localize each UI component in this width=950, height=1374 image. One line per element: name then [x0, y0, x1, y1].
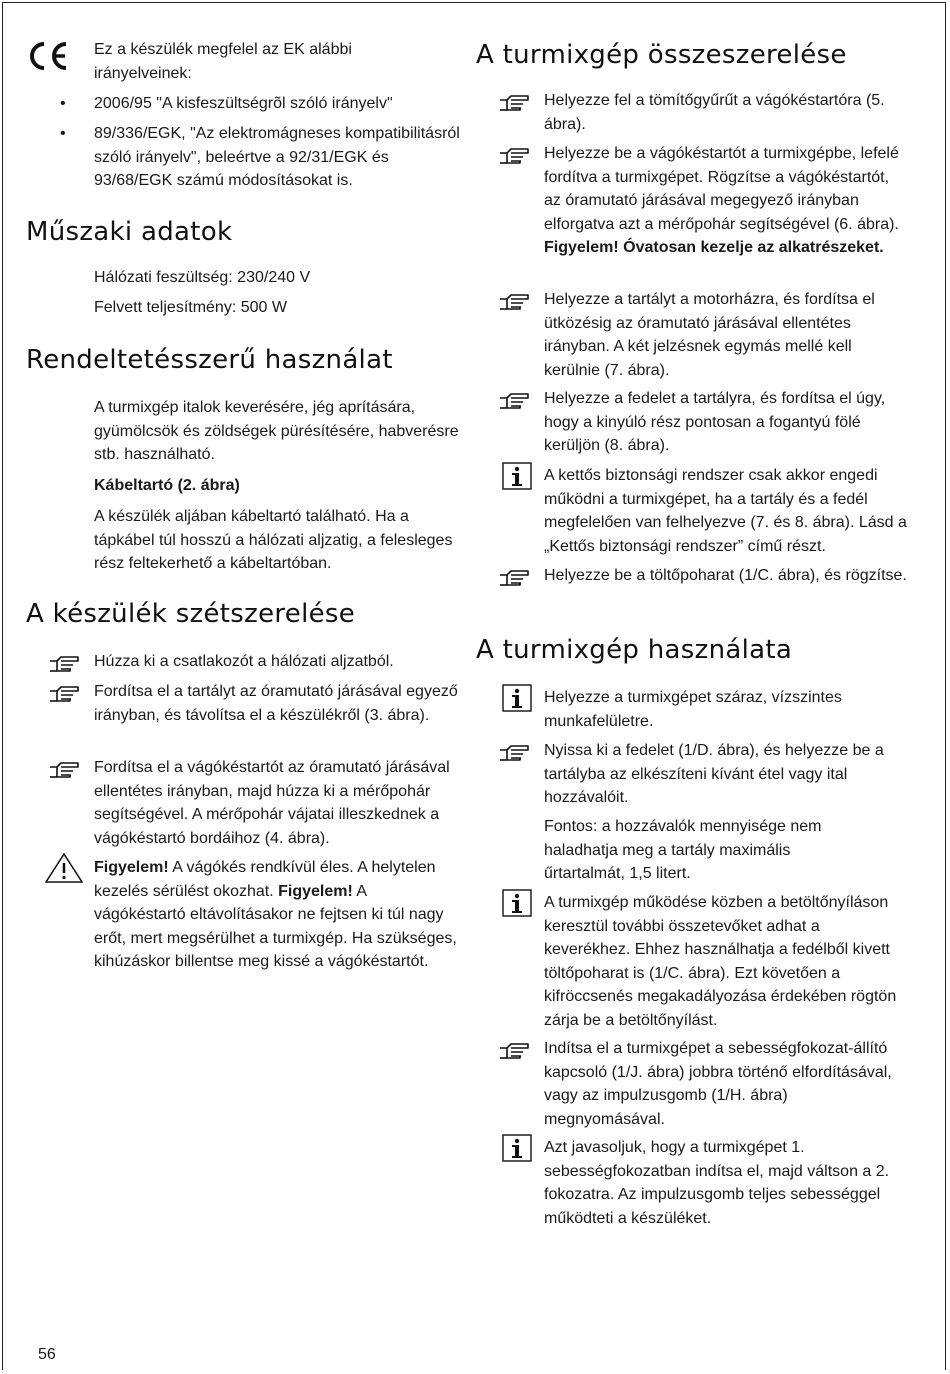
step-text: Helyezze be a vágókéstartót a turmixgépbe, lefelé fordítva a turmixgépet. Rögzítse a vágókéstartót, az óramutató járásával megegyező irányban elforgatva azt a mérőpohár segítségével (6. ábra). — [544, 145, 899, 233]
pointing-hand-icon — [48, 653, 82, 675]
pointing-hand-icon — [498, 1040, 532, 1062]
list-item — [476, 142, 908, 260]
step-text: Indítsa el a turmixgépet a sebességfokozat-állító kapcsoló (1/J. ábra) jobbra történő elfordításával, vagy az impulzusgomb (1/H. ábra) megnyomásával. — [544, 1040, 892, 1128]
ce-bullet-text: 89/336/EGK, "Az elektromágneses kompatibilitásról szóló irányelv", beleértve a 92/31/EGK és 93/68/EGK számú módosításokat is. — [94, 125, 460, 189]
step-text: Helyezze a fedelet a tartályra, és fordítsa el úgy, hogy a kinyúló rész pontosan a fogantyú fölé kerüljön (8. ábra). — [544, 390, 886, 454]
list-item — [476, 1037, 908, 1131]
ce-bullet-text: 2006/95 "A kisfeszültségrõl szóló irányelv" — [94, 95, 393, 112]
step-text: Helyezze a tartályt a motorházra, és fordítsa el ütközésig az óramutató járásával ellentétes irányban. A két jelzésnek egymás mellé kell kerülnie (7. ábra). — [544, 291, 875, 379]
warning-item — [26, 856, 462, 974]
cable-text: A készülék aljában kábeltartó található. Ha a tápkábel túl hosszú a hálózati aljzatig, a felesleges rész feltekerhető a kábeltartóban. — [94, 508, 453, 572]
info-icon — [502, 462, 532, 490]
tech-voltage: Hálózati feszültség: 230/240 V — [94, 269, 311, 286]
step-bold-text: Figyelem! Óvatosan kezelje az alkatrészeket. — [544, 239, 884, 256]
list-item — [26, 650, 462, 674]
assembly-heading: A turmixgép összeszerelése — [476, 40, 847, 70]
warning-triangle-icon — [44, 852, 84, 884]
tech-heading: Műszaki adatok — [26, 217, 233, 247]
list-item — [476, 739, 908, 810]
list-item — [476, 288, 908, 382]
list-item — [26, 122, 462, 193]
list-item — [476, 89, 908, 136]
page-number: 56 — [38, 1346, 56, 1363]
pointing-hand-icon — [48, 683, 82, 705]
pointing-hand-icon — [498, 145, 532, 167]
pointing-hand-icon — [498, 92, 532, 114]
step-text: Helyezze be a töltőpoharat (1/C. ábra), és rögzítse. — [544, 567, 907, 584]
warning-text: A vágókéstartó eltávolításakor ne fejtsen ki túl nagy erőt, mert megsérülhet a turmixgép. Ha szükséges, kihúzáskor billentse meg kissé a vágókéstartót. — [94, 882, 457, 970]
info-item — [476, 464, 908, 558]
tech-power: Felvett teljesítmény: 500 W — [94, 299, 287, 316]
bullet-icon: • — [60, 125, 66, 142]
usage-note: Fontos: a hozzávalók mennyisége nem haladhatja meg a tartály maximális űrtartalmát, 1,5 litert. — [544, 818, 822, 882]
list-item — [476, 387, 908, 458]
pointing-hand-icon — [498, 291, 532, 313]
step-text: Nyissa ki a fedelet (1/D. ábra), és helyezze be a tartályba az elkészíteni kívánt étel vagy ital hozzávalóit. — [544, 742, 884, 806]
intended-text: A turmixgép italok keverésére, jég aprítására, gyümölcsök és zöldségek pürésítésére, habverésre stb. használható. — [94, 399, 459, 463]
cable-heading: Kábeltartó (2. ábra) — [94, 477, 240, 494]
step-text: Húzza ki a csatlakozót a hálózati aljzatból. — [94, 653, 394, 670]
pointing-hand-icon — [498, 567, 532, 589]
step-text: Helyezze fel a tömítőgyűrűt a vágókéstartóra (5. ábra). — [544, 92, 885, 133]
info-item — [476, 686, 908, 733]
pointing-hand-icon — [498, 742, 532, 764]
info-item — [476, 891, 908, 1032]
list-item — [26, 756, 462, 850]
list-item — [476, 564, 908, 588]
step-text: Fordítsa el a vágókéstartót az óramutató járásával ellentétes irányban, majd húzza ki a mérőpohár segítségével. A mérőpohár vájatai illeszkednek a vágókéstartó bordáihoz (4. ábra). — [94, 759, 450, 847]
info-text: Helyezze a turmixgépet száraz, vízszintes munkafelületre. — [544, 689, 842, 730]
usage-heading: A turmixgép használata — [476, 635, 793, 665]
pointing-hand-icon — [48, 759, 82, 781]
bullet-icon: • — [60, 95, 66, 112]
info-item — [476, 1136, 908, 1230]
ce-intro: Ez a készülék megfelel az EK alábbi irányelveinek: — [94, 41, 352, 82]
warning-label: Figyelem! — [278, 882, 353, 900]
disassembly-heading: A készülék szétszerelése — [26, 599, 356, 629]
info-text: A kettős biztonsági rendszer csak akkor engedi működni a turmixgépet, ha a tartály és a fedél megfelelően van felhelyezve (7. és 8. ábra). Lásd a „Kettős biztonsági rendszer” című részt. — [544, 467, 907, 555]
list-item — [26, 680, 462, 727]
step-text: Fordítsa el a tartályt az óramutató járásával egyező irányban, és távolítsa el a készülékről (3. ábra). — [94, 683, 458, 724]
info-icon — [502, 1134, 532, 1162]
pointing-hand-icon — [498, 390, 532, 412]
info-text: Azt javasoljuk, hogy a turmixgépet 1. sebességfokozatban indítsa el, majd váltson a 2. fokozatra. Az impulzusgomb teljes sebességgel működteti a készüléket. — [544, 1139, 890, 1227]
intended-heading: Rendeltetésszerű használat — [26, 345, 393, 375]
info-icon — [502, 889, 532, 917]
warning-text: A vágókés rendkívül éles. A helytelen kezelés sérülést okozhat. — [94, 859, 436, 900]
info-icon — [502, 684, 532, 712]
info-text: A turmixgép működése közben a betöltőnyíláson keresztül további összetevőket adhat a keverékhez. Ehhez használhatja a fedélből kivett töltőpoharat is (1/C. ábra). Ezt követően a kifröccsenés megakadályozása érdekében rögtön zárja be a betöltőnyílást. — [544, 894, 897, 1029]
warning-label: Figyelem! — [94, 859, 169, 876]
list-item — [26, 92, 462, 116]
ce-mark-icon — [24, 40, 90, 72]
